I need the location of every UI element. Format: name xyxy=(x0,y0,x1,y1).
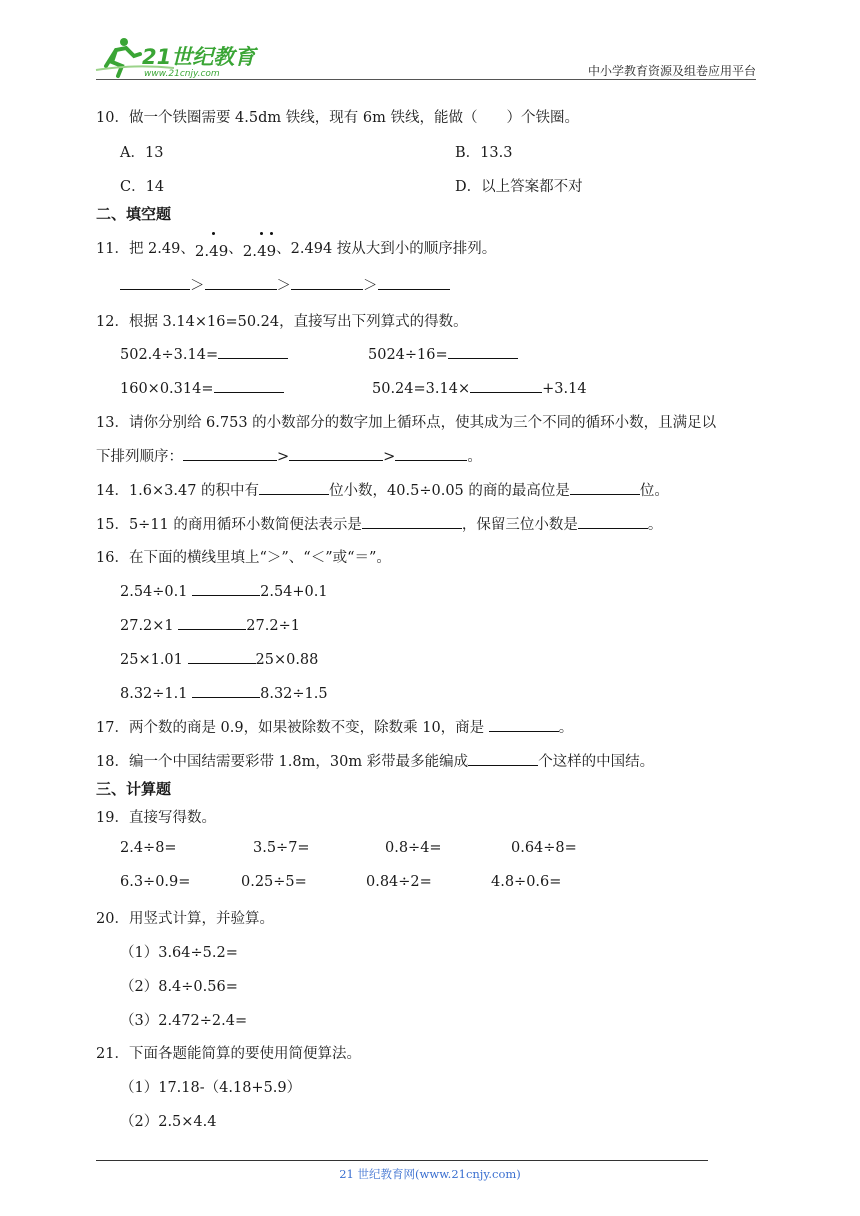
q13-stem-line2 xyxy=(96,445,482,466)
answer-blank[interactable] xyxy=(448,344,518,359)
q19-item: 0.84÷2= xyxy=(366,874,432,890)
q16-stem: 16．在下面的横线里填上“＞”、“＜”或“＝”。 xyxy=(96,550,391,566)
gt-sign: ＞ xyxy=(363,278,378,294)
q11-n1: 2.49 xyxy=(194,242,229,260)
q12-item-b xyxy=(368,344,518,363)
q16-right: 27.2÷1 xyxy=(246,618,300,634)
q12-stem: 12．根据 3.14×16=50.24，直接写出下列算式的得数。 xyxy=(96,314,468,330)
site-name: 中小学教育资源及组卷应用平台 xyxy=(587,64,756,78)
q17-post: 。 xyxy=(558,720,574,736)
q10-option-a: A．13 xyxy=(120,145,164,161)
q11-post: 、2.494 按从大到小的顺序排列。 xyxy=(276,241,497,257)
answer-blank[interactable] xyxy=(120,275,190,290)
answer-blank[interactable] xyxy=(218,344,288,359)
q19-stem: 19．直接写得数。 xyxy=(96,810,216,826)
answer-blank[interactable] xyxy=(188,649,256,664)
answer-blank[interactable] xyxy=(178,615,246,630)
answer-blank[interactable] xyxy=(395,446,467,461)
repeat-dot-icon xyxy=(270,232,273,235)
q15-post: 。 xyxy=(647,517,663,533)
q16-left: 2.54÷0.1 xyxy=(120,584,193,600)
q16-row xyxy=(120,615,300,634)
gt-sign: > xyxy=(277,449,290,465)
q16-right: 8.32÷1.5 xyxy=(260,686,328,702)
q21-item: （2）2.5×4.4 xyxy=(120,1114,217,1130)
answer-blank[interactable] xyxy=(578,514,648,529)
header-divider xyxy=(96,79,756,80)
q20-item: （2）8.4÷0.56= xyxy=(120,979,238,995)
q12-item-d xyxy=(372,378,587,397)
q11-stem xyxy=(96,237,496,258)
answer-blank[interactable] xyxy=(192,683,260,698)
q12-item-c xyxy=(120,378,284,397)
q10-option-b: B．13.3 xyxy=(455,145,513,161)
q18-pre: 18．编一个中国结需要彩带 1.8m，30m 彩带最多能编成 xyxy=(96,754,469,770)
q19-item: 2.4÷8= xyxy=(120,840,177,856)
q12-c-text: 160×0.314= xyxy=(120,381,214,397)
answer-blank[interactable] xyxy=(205,275,277,290)
q21-stem: 21．下面各题能简算的要使用简便算法。 xyxy=(96,1046,361,1062)
q21-item: （1）17.18-（4.18+5.9） xyxy=(120,1080,302,1096)
q19-item: 6.3÷0.9= xyxy=(120,874,191,890)
q18-stem xyxy=(96,750,654,771)
q11-answer-line xyxy=(120,274,450,295)
q19-item: 0.64÷8= xyxy=(511,840,577,856)
q16-row xyxy=(120,649,318,668)
q18-post: 个这样的中国结。 xyxy=(538,754,655,770)
repeat-dot-icon xyxy=(212,232,215,235)
footer-divider xyxy=(96,1160,708,1161)
q14-stem xyxy=(96,479,669,500)
q12-b-text: 5024÷16= xyxy=(368,347,448,363)
answer-blank[interactable] xyxy=(468,751,538,766)
q11-repeating-number-1 xyxy=(195,242,228,260)
logo-text: 21世纪教育 xyxy=(142,45,256,69)
gt-sign: ＞ xyxy=(276,278,291,294)
gt-sign: ＞ xyxy=(190,278,205,294)
q19-item: 3.5÷7= xyxy=(253,840,310,856)
q13-end: 。 xyxy=(467,449,482,465)
q11-n2: 2.49 xyxy=(242,242,277,260)
q12-d-pre: 50.24=3.14× xyxy=(372,381,471,397)
q12-item-a xyxy=(120,344,288,363)
q11-repeating-number-2 xyxy=(243,242,276,260)
answer-blank[interactable] xyxy=(362,514,462,529)
q14-pre: 14．1.6×3.47 的积中有 xyxy=(96,483,260,499)
q13-line2-pre: 下排列顺序： xyxy=(96,449,183,465)
q15-mid: ，保留三位小数是 xyxy=(461,517,578,533)
answer-blank[interactable] xyxy=(183,446,277,461)
q13-stem-line1: 13．请你分别给 6.753 的小数部分的数字加上循环点，使其成为三个不同的循环小数，且满足以 xyxy=(96,415,717,431)
q11-pre: 11．把 2.49、 xyxy=(96,241,195,257)
q16-right: 2.54+0.1 xyxy=(260,584,328,600)
answer-blank[interactable] xyxy=(214,378,284,393)
repeat-dot-icon xyxy=(260,232,263,235)
q14-mid: 位小数，40.5÷0.05 的商的最高位是 xyxy=(329,483,570,499)
answer-blank[interactable] xyxy=(489,717,559,732)
logo-url: www.21cnjy.com xyxy=(144,69,220,79)
answer-blank[interactable] xyxy=(192,581,260,596)
q20-item: （1）3.64÷5.2= xyxy=(120,945,238,961)
q20-item: （3）2.472÷2.4= xyxy=(120,1013,248,1029)
q10-stem: 10．做一个铁圈需要 4.5dm 铁线，现有 6m 铁线，能做（ ）个铁圈。 xyxy=(96,110,579,126)
q16-row xyxy=(120,581,328,600)
q16-left: 8.32÷1.1 xyxy=(120,686,193,702)
q19-item: 4.8÷0.6= xyxy=(491,874,562,890)
section-title-fill-blank: 二、填空题 xyxy=(96,205,172,223)
q10-option-d: D．以上答案都不对 xyxy=(455,179,583,195)
q12-a-text: 502.4÷3.14= xyxy=(120,347,219,363)
answer-blank[interactable] xyxy=(289,446,383,461)
q12-d-post: +3.14 xyxy=(542,381,587,397)
q17-stem xyxy=(96,716,573,737)
q14-post: 位。 xyxy=(639,483,669,499)
q11-sep: 、 xyxy=(228,241,243,257)
answer-blank[interactable] xyxy=(470,378,542,393)
q16-left: 25×1.01 xyxy=(120,652,188,668)
q19-item: 0.8÷4= xyxy=(385,840,442,856)
q10-option-c: C．14 xyxy=(120,179,165,195)
q15-stem xyxy=(96,513,662,534)
q16-right: 25×0.88 xyxy=(255,652,319,668)
gt-sign: > xyxy=(383,449,396,465)
q17-pre: 17．两个数的商是 0.9，如果被除数不变，除数乘 10，商是 xyxy=(96,720,489,736)
runner-logo-icon xyxy=(94,36,264,80)
section-title-calculation: 三、计算题 xyxy=(96,780,172,798)
answer-blank[interactable] xyxy=(259,480,329,495)
answer-blank[interactable] xyxy=(378,275,450,290)
answer-blank[interactable] xyxy=(570,480,640,495)
q20-stem: 20．用竖式计算，并验算。 xyxy=(96,911,274,927)
footer-text[interactable]: 21 世纪教育网(www.21cnjy.com) xyxy=(339,1167,521,1181)
answer-blank[interactable] xyxy=(291,275,363,290)
q16-left: 27.2×1 xyxy=(120,618,179,634)
site-logo xyxy=(94,36,264,80)
q16-row xyxy=(120,683,328,702)
q19-item: 0.25÷5= xyxy=(241,874,307,890)
q15-pre: 15．5÷11 的商用循环小数简便法表示是 xyxy=(96,517,362,533)
